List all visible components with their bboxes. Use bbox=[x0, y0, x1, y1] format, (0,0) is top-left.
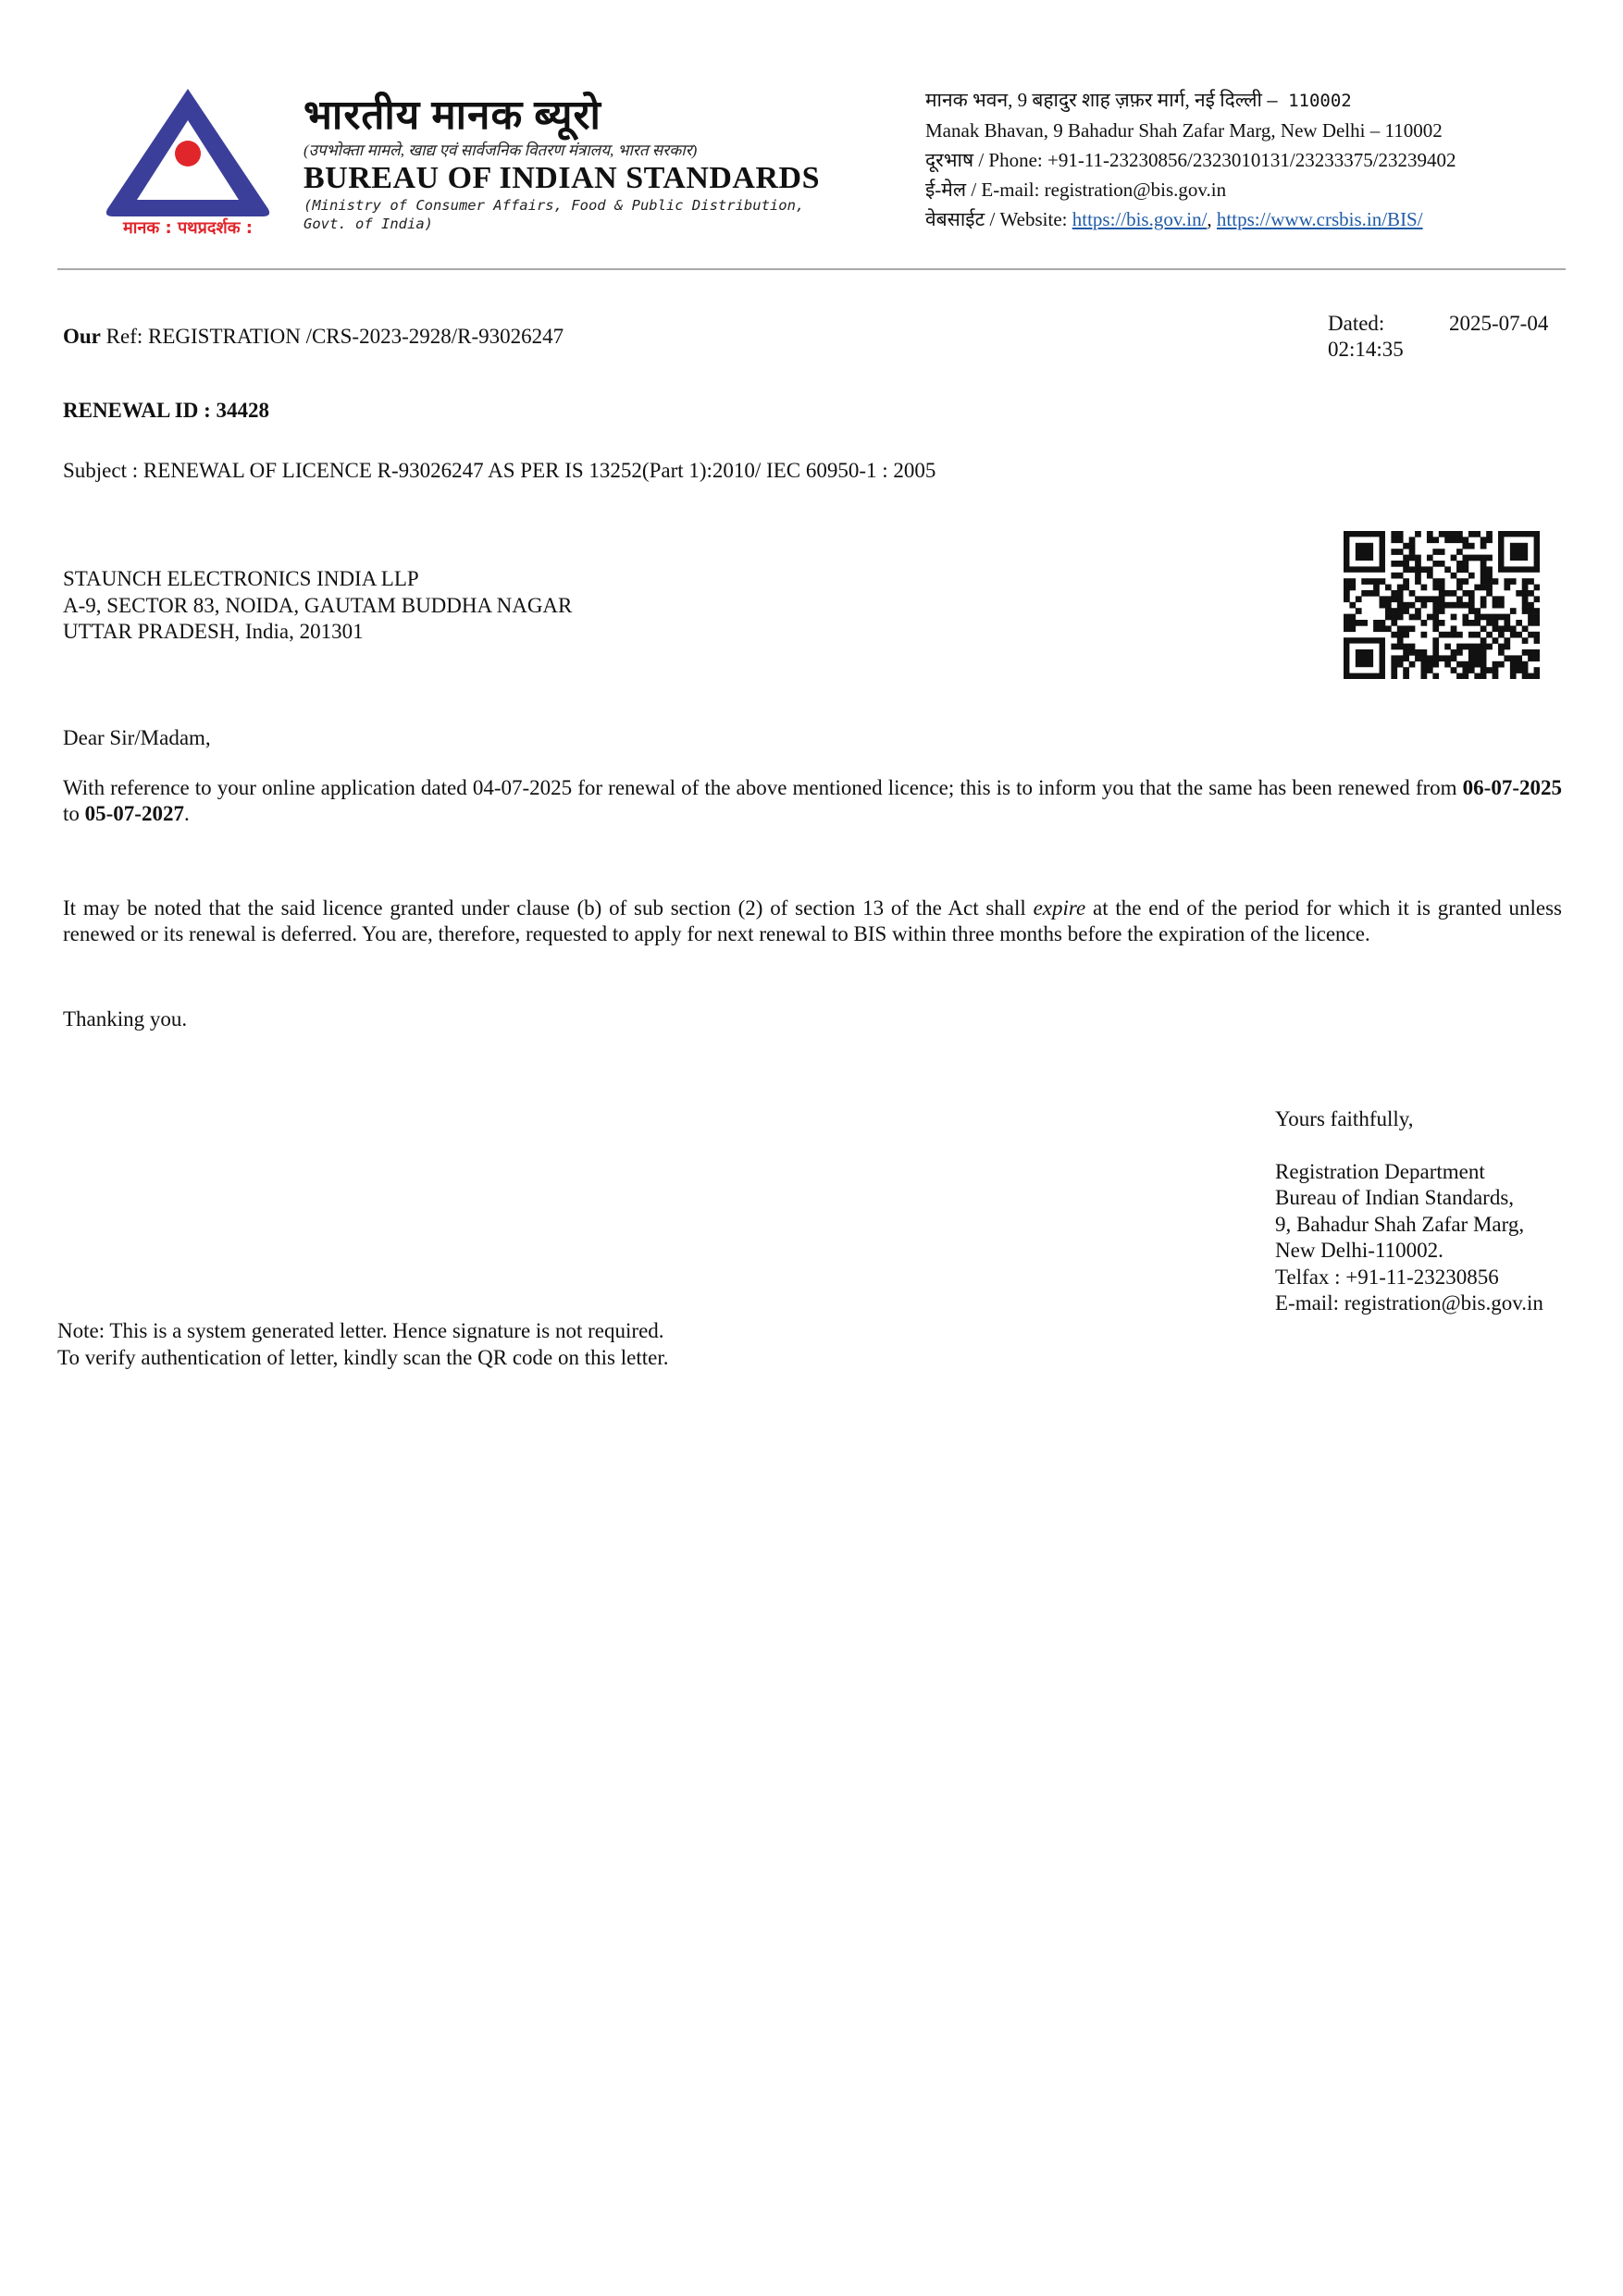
phone-label: दूरभाष / Phone: bbox=[925, 149, 1043, 171]
closing-line: Registration Department bbox=[1275, 1159, 1485, 1183]
reference-line bbox=[63, 324, 564, 350]
website-link-bis[interactable]: https://bis.gov.in/ bbox=[1072, 208, 1208, 230]
phone-number: +91-11-23230856/2323010131/23233375/23239402 bbox=[1047, 149, 1456, 171]
subject-line: Subject : RENEWAL OF LICENCE R-93026247 AS PER IS 13252(Part 1):2010/ IEC 60950-1 : 2005 bbox=[63, 459, 936, 482]
dated-label: Dated: bbox=[1328, 312, 1385, 335]
address-line: STAUNCH ELECTRONICS INDIA LLP bbox=[63, 567, 419, 590]
contact-block bbox=[925, 85, 1456, 234]
english-ministry-line-1: (Ministry of Consumer Affairs, Food & Public Distribution, bbox=[304, 197, 805, 214]
thanks-line: Thanking you. bbox=[63, 1007, 188, 1031]
website-link-crsbis[interactable]: https://www.crsbis.in/BIS/ bbox=[1216, 208, 1423, 230]
header-divider bbox=[57, 268, 1566, 270]
sign-off: Yours faithfully, bbox=[1275, 1107, 1414, 1130]
reference-label: Our bbox=[63, 325, 101, 348]
salutation: Dear Sir/Madam, bbox=[63, 726, 211, 749]
phone-line bbox=[925, 145, 1456, 175]
note-line: To verify authentication of letter, kindly scan the QR code on this letter. bbox=[57, 1346, 669, 1369]
website-label: वेबसाईट / Website: bbox=[925, 208, 1068, 230]
logo-tagline: मानक : पथप्रदर्शक : bbox=[122, 218, 254, 238]
renewal-from-date: 06-07-2025 bbox=[1462, 776, 1562, 799]
bis-logo bbox=[100, 81, 276, 239]
closing-line: New Delhi-110002. bbox=[1275, 1239, 1443, 1262]
closing-line: E-mail: registration@bis.gov.in bbox=[1275, 1291, 1543, 1315]
address-line: A-9, SECTOR 83, NOIDA, GAUTAM BUDDHA NAGAR bbox=[63, 593, 573, 617]
qr-code[interactable] bbox=[1344, 531, 1540, 679]
english-org-name: BUREAU OF INDIAN STANDARDS bbox=[304, 161, 820, 195]
hindi-org-name: भारतीय मानक ब्यूरो bbox=[304, 93, 601, 138]
email-address: registration@bis.gov.in bbox=[1044, 179, 1227, 201]
expire-word: expire bbox=[1033, 896, 1086, 920]
closing-line: Bureau of Indian Standards, bbox=[1275, 1186, 1515, 1209]
english-ministry bbox=[304, 196, 896, 233]
website-line: वेबसाईट / Website: https://bis.gov.in/, https://www.crsbis.in/BIS/ bbox=[925, 208, 1423, 230]
renewal-paragraph: With reference to your online application dated 04-07-2025 for renewal of the above mentioned licence; this is to inform you that the same has been renewed from 06-07-2025 to 05-07-2027. bbox=[63, 776, 1562, 825]
closing-line: Telfax : +91-11-23230856 bbox=[1275, 1265, 1499, 1289]
note-line: Note: This is a system generated letter. Hence signature is not required. bbox=[57, 1319, 664, 1342]
renewal-id: RENEWAL ID : 34428 bbox=[63, 399, 270, 422]
address-line: UTTAR PRADESH, India, 201301 bbox=[63, 620, 364, 643]
hindi-ministry: (उपभोक्ता मामले, खाद्य एवं सार्वजनिक वितरण मंत्रालय, भारत सरकार) bbox=[304, 142, 698, 159]
english-ministry-line-2: Govt. of India) bbox=[304, 216, 433, 232]
expiry-paragraph: It may be noted that the said licence granted under clause (b) of sub section (2) of section 13 of the Act shall expire at the end of the period for which it is granted unless renewed or its renewal is deferred. You are, therefore, requested to apply for next renewal to BIS within three months before the expiration of the licence. bbox=[63, 896, 1562, 945]
reference-number: Ref: REGISTRATION /CRS-2023-2928/R-93026247 bbox=[105, 325, 564, 348]
email-label: ई-मेल / E-mail: bbox=[925, 179, 1040, 201]
address-hindi: मानक भवन, 9 बहादुर शाह ज़फ़र मार्ग, नई दिल्ली – 110002 bbox=[925, 89, 1352, 111]
renewal-to-date: 05-07-2027 bbox=[84, 802, 184, 825]
closing-line: 9, Bahadur Shah Zafar Marg, bbox=[1275, 1212, 1525, 1236]
recipient-address bbox=[63, 566, 572, 646]
email-line bbox=[925, 175, 1456, 204]
system-note bbox=[57, 1317, 668, 1371]
address-english: Manak Bhavan, 9 Bahadur Shah Zafar Marg, New Delhi – 110002 bbox=[925, 119, 1443, 142]
dated-date: 2025-07-04 bbox=[1449, 312, 1549, 335]
dated-time: 02:14:35 bbox=[1328, 338, 1404, 361]
closing-block bbox=[1275, 1106, 1543, 1317]
